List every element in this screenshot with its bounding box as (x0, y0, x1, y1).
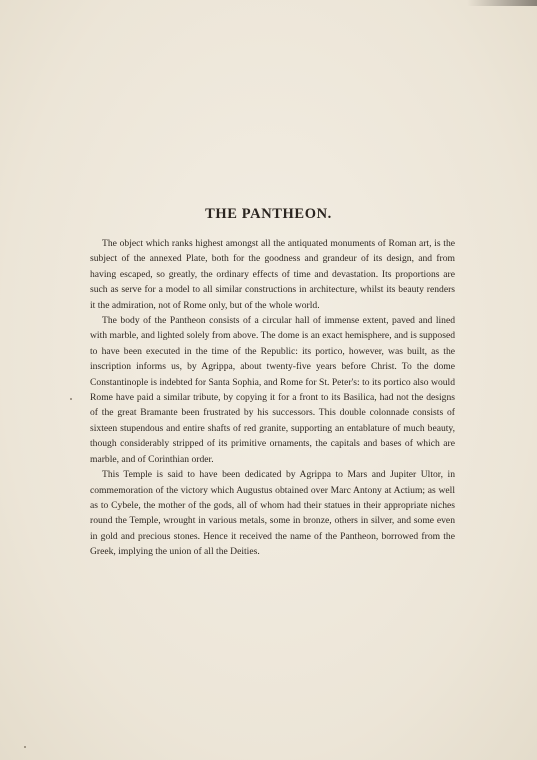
page-title: THE PANTHEON. (205, 206, 332, 222)
page-edge-shadow (467, 0, 537, 6)
paragraph-1: The object which ranks highest amongst all the antiquated monuments of Roman art, is the subject of the annexed Plate, both for the goodness and grandeur of its design, and from having escaped, so greatly, the ordinary effects of time and devastation. Its proportions are such as serve for a model to all similar constructions in architecture, whilst its beauty renders it the admiration, not of Rome only, but of the whole world. (90, 238, 455, 311)
paragraph-2: The body of the Pantheon consists of a circular hall of immense extent, paved and lined with marble, and lighted solely from above. The dome is an exact hemisphere, and is supposed to have been executed in the time of the Republic: its portico, however, was built, as the inscription informs us, by Agrippa, about twenty-five years before Christ. To the dome Constantinople is indebted for Santa Sophia, and Rome for St. Peter's: to its portico also would Rome have paid a similar tribute, by copying it for a front to its Basilica, had not the designs of the great Bramante been frustrated by his successors. This double colonnade consists of sixteen stupendous and entire shafts of red granite, supporting an entablature of much beauty, though considerably stripped of its primitive ornaments, the capitals and bases of which are marble, and of Corinthian order. (90, 315, 455, 465)
paper-speck (24, 746, 26, 748)
paper-speck (70, 398, 72, 400)
paragraph-3: This Temple is said to have been dedicated by Agrippa to Mars and Jupiter Ultor, in commemoration of the victory which Augustus obtained over Marc Antony at Actium; as well as to Cybele, the mother of the gods, all of whom had their statues in their appropriate niches round the Temple, wrought in various metals, some in bronze, others in silver, and some even in gold and precious stones. Hence it received the name of the Pantheon, borrowed from the Greek, implying the union of all the Deities. (90, 469, 455, 558)
body-text (90, 236, 455, 560)
